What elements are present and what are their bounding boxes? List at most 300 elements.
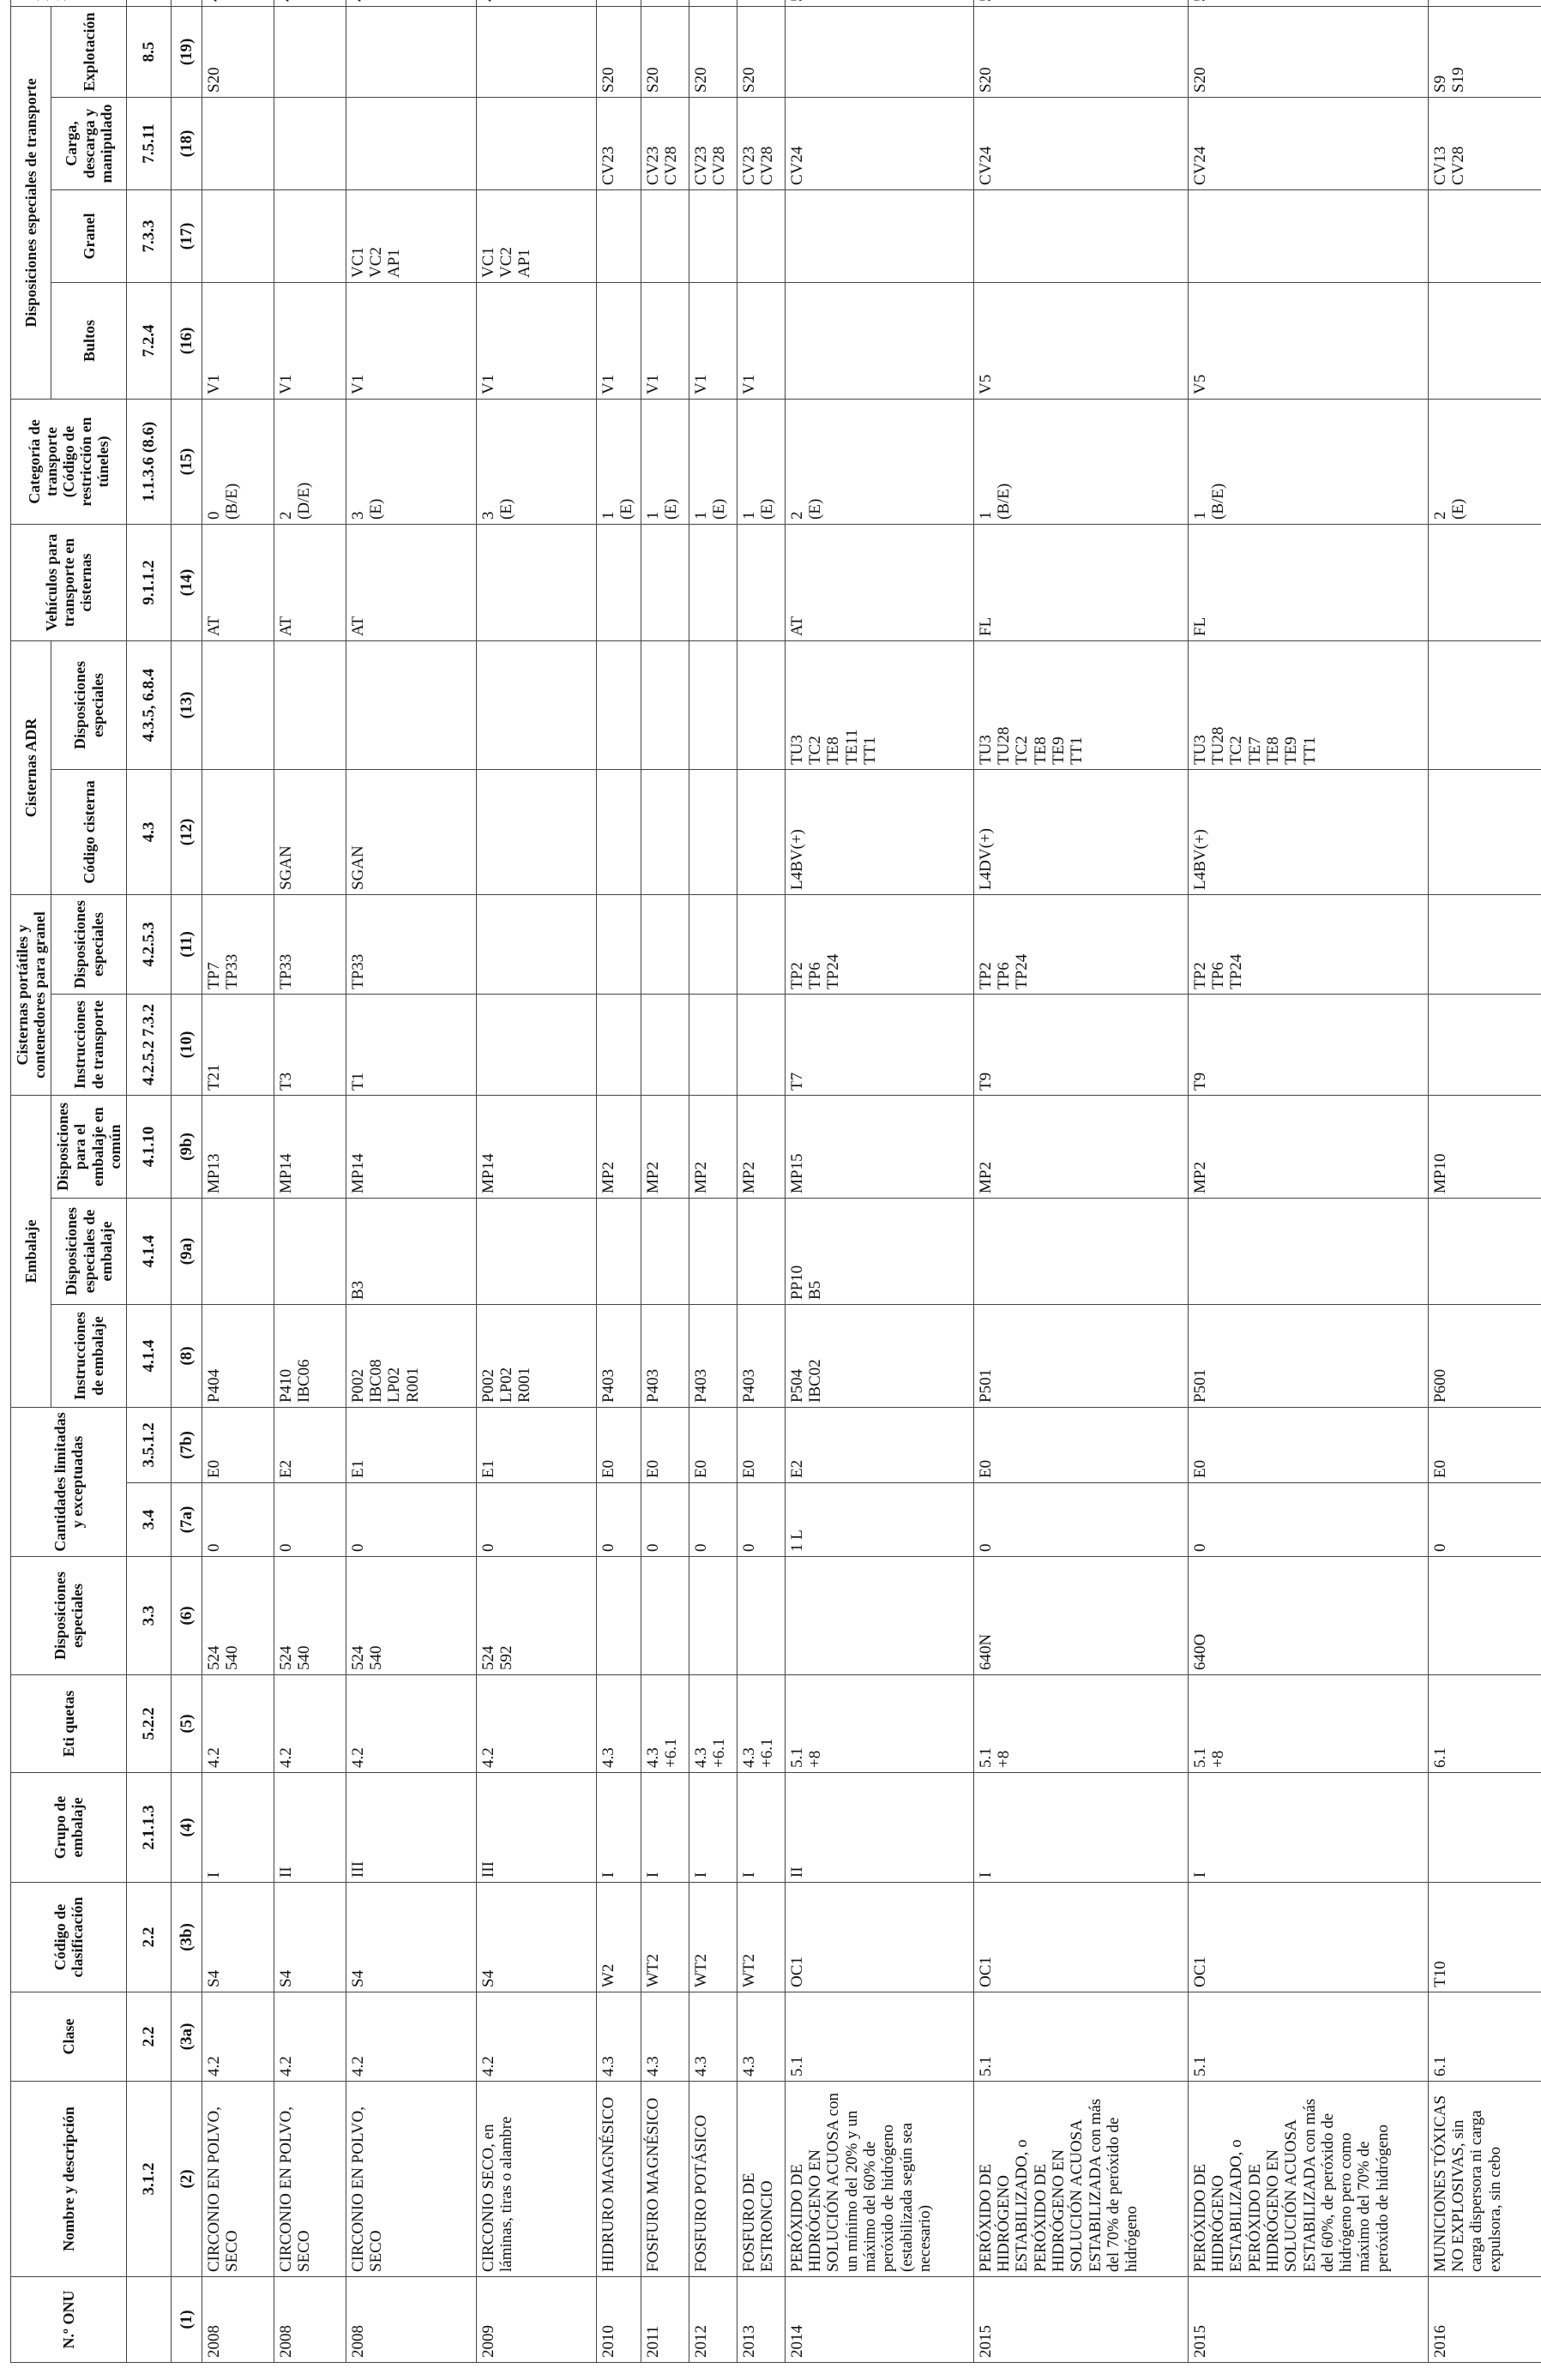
table-cell: [476, 6, 596, 97]
table-cell: [689, 769, 737, 894]
section-reference-row-cell: 4.2.5.3: [126, 894, 171, 994]
table-cell: [476, 524, 596, 640]
table-cell: CV24: [1188, 97, 1428, 189]
table-cell: 2013: [737, 2277, 785, 2363]
table-cell: AT: [274, 524, 346, 640]
table-cell: [641, 1557, 689, 1675]
table-cell: [641, 994, 689, 1095]
table-cell: S20: [1188, 6, 1428, 97]
column-number-row-cell: (13): [171, 640, 202, 769]
header-tank-sp: Disposiciones especiales: [51, 640, 127, 769]
table-cell: [641, 0, 689, 6]
table-cell: 6.1: [1428, 1992, 1541, 2082]
table-cell: E1: [476, 1408, 596, 1483]
column-number-row-cell: (10): [171, 994, 202, 1095]
header-packages: Bultos: [51, 282, 127, 399]
table-cell: MP13: [202, 1095, 274, 1198]
table-cell: CV23 CV28: [737, 97, 785, 189]
table-cell: 5.1 +8: [1188, 1675, 1428, 1773]
section-reference-row-cell: 1.1.3.6 (8.6): [126, 399, 171, 524]
table-cell: I: [202, 1773, 274, 1883]
table-cell: T21: [202, 994, 274, 1095]
table-cell: TP2 TP6 TP24: [973, 894, 1188, 994]
table-cell: [1428, 0, 1541, 6]
table-cell: [973, 1199, 1188, 1305]
table-cell: [973, 189, 1188, 282]
table-cell: FL: [1188, 524, 1428, 640]
table-cell: TU3 TU28 TC2 TE8 TE9 TT1: [973, 640, 1188, 769]
table-cell: PERÓXIDO DE HIDRÓGENO ESTABILIZADO, o PERÓXIDO DE HIDRÓGENO EN SOLUCIÓN ACUOSA ESTABILIZADA con más del 70% de peróxido de hidrógeno: [973, 2082, 1188, 2277]
table-cell: 3 (E): [476, 399, 596, 524]
table-cell: 0: [202, 1483, 274, 1557]
table-cell: 1 (E): [737, 399, 785, 524]
table-cell: [641, 524, 689, 640]
table-cell: WT2: [641, 1883, 689, 1992]
table-cell: AT: [202, 524, 274, 640]
table-cell: 1 (E): [689, 399, 737, 524]
table-cell: 2008: [274, 2277, 346, 2363]
column-number-row-cell: (19): [171, 6, 202, 97]
table-cell: [737, 1199, 785, 1305]
table-cell: 2015: [973, 2277, 1188, 2363]
table-cell: [1188, 189, 1428, 282]
table-cell: [1428, 894, 1541, 994]
column-number-row-cell: (17): [171, 189, 202, 282]
table-cell: FOSFURO MAGNÉSICO: [641, 2082, 689, 2277]
table-cell: CV24: [973, 97, 1188, 189]
table-cell: S20: [973, 6, 1188, 97]
table-cell: P002 LP02 R001: [476, 1305, 596, 1408]
column-number-row-cell: (9b): [171, 1095, 202, 1198]
table-cell: [737, 189, 785, 282]
table-cell: [1428, 994, 1541, 1095]
section-reference-row-cell: 4.3.5, 6.8.4: [126, 640, 171, 769]
table-cell: FL: [973, 524, 1188, 640]
header-name: Nombre y descripción: [11, 2082, 127, 2277]
table-cell: [785, 282, 973, 399]
table-cell: [689, 189, 737, 282]
table-cell: [346, 640, 476, 769]
table-cell: III: [476, 1773, 596, 1883]
section-reference-row-cell: 2.1.1.3: [126, 1773, 171, 1883]
table-cell: [785, 189, 973, 282]
column-number-row-cell: (18): [171, 97, 202, 189]
header-vehicle-tank: Vehículos para transporte en cisternas: [11, 524, 127, 640]
table-cell: MP2: [737, 1095, 785, 1198]
table-cell: P403: [596, 1305, 641, 1408]
table-cell: E2: [785, 1408, 973, 1483]
table-cell: P600: [1428, 1305, 1541, 1408]
table-cell: V5: [973, 282, 1188, 399]
table-cell: 524 540: [346, 1557, 476, 1675]
table-cell: V1: [689, 282, 737, 399]
table-cell: CIRCONIO SECO, en láminas, tiras o alambre: [476, 2082, 596, 2277]
table-cell: 2011: [641, 2277, 689, 2363]
table-cell: [737, 769, 785, 894]
column-number-row-cell: (4): [171, 1773, 202, 1883]
header-labels: Eti quetas: [11, 1675, 127, 1773]
table-cell: 5.1: [785, 1992, 973, 2082]
table-cell: P501: [973, 1305, 1188, 1408]
table-cell: PERÓXIDO DE HIDRÓGENO ESTABILIZADO, o PERÓXIDO DE HIDRÓGENO EN SOLUCIÓN ACUOSA ESTABILIZADA con más del 60%, de peróxido de hidrógeno pero como máximo del 70% de peróxido de hidrógeno: [1188, 2082, 1428, 2277]
table-cell: [641, 769, 689, 894]
table-row: [202, 0, 274, 2363]
table-cell: [1428, 1773, 1541, 1883]
table-cell: 1 (E): [641, 399, 689, 524]
table-body: [126, 0, 1541, 2363]
table-cell: [274, 6, 346, 97]
table-cell: S20: [596, 6, 641, 97]
table-cell: 2008: [346, 2277, 476, 2363]
table-cell: S20: [641, 6, 689, 97]
column-number-row-cell: (6): [171, 1557, 202, 1675]
table-cell: TP2 TP6 TP24: [1188, 894, 1428, 994]
table-cell: 2 (D/E): [274, 399, 346, 524]
table-cell: WT2: [737, 1883, 785, 1992]
table-cell: [476, 769, 596, 894]
table-cell: 4.2: [202, 1992, 274, 2082]
table-cell: FOSFURO DE ESTRONCIO: [737, 2082, 785, 2277]
section-reference-row-cell: 5.2.2: [126, 1675, 171, 1773]
table-cell: 0: [596, 1483, 641, 1557]
table-cell: 2015: [1188, 2277, 1428, 2363]
table-cell: S20: [202, 6, 274, 97]
table-cell: 0: [274, 1483, 346, 1557]
table-cell: [596, 189, 641, 282]
table-row: [973, 0, 1188, 2363]
table-cell: 4.2: [346, 1992, 476, 2082]
table-cell: P404: [202, 1305, 274, 1408]
table-cell: AT: [785, 524, 973, 640]
table-cell: [476, 0, 596, 6]
section-reference-row-cell: [126, 2277, 171, 2363]
table-cell: [1428, 189, 1541, 282]
table-cell: [689, 524, 737, 640]
section-reference-row-cell: 9.1.1.2: [126, 524, 171, 640]
table-cell: [202, 189, 274, 282]
table-cell: E0: [737, 1408, 785, 1483]
table-cell: E0: [973, 1408, 1188, 1483]
table-cell: PERÓXIDO DE HIDRÓGENO EN SOLUCIÓN ACUOSA con un mínimo del 20% y un máximo del 60% de peróxido de hidrógeno (estabilizada según sea necesario): [785, 2082, 973, 2277]
table-cell: [1428, 1199, 1541, 1305]
table-cell: P403: [689, 1305, 737, 1408]
table-cell: V1: [346, 282, 476, 399]
table-cell: CIRCONIO EN POLVO, SECO: [274, 2082, 346, 2277]
table-cell: E0: [1428, 1408, 1541, 1483]
table-cell: L4DV(+): [973, 769, 1188, 894]
table-cell: [596, 1557, 641, 1675]
table-cell: [641, 640, 689, 769]
table-cell: WT2: [689, 1883, 737, 1992]
table-cell: E2: [274, 1408, 346, 1483]
header-un-no: N.º ONU: [11, 2277, 127, 2363]
section-reference-row-cell: 4.1.4: [126, 1305, 171, 1408]
table-row: [476, 0, 596, 2363]
header-adr-tanks: Cisternas ADR: [11, 640, 51, 894]
table-cell: [274, 640, 346, 769]
table-row: [1428, 0, 1541, 2363]
table-row: [274, 0, 346, 2363]
header-tank-code: Código cisterna: [51, 769, 127, 894]
table-cell: 2009: [476, 2277, 596, 2363]
table-cell: V1: [274, 282, 346, 399]
column-number-row-cell: (7a): [171, 1483, 202, 1557]
table-cell: 0: [1428, 1483, 1541, 1557]
table-cell: [596, 1199, 641, 1305]
header-limited-qty: Cantidades limitadas y exceptuadas: [11, 1408, 127, 1557]
section-reference-row-cell: 7.5.11: [126, 97, 171, 189]
table-cell: L4BV(+): [785, 769, 973, 894]
table-cell: [476, 640, 596, 769]
header-hazard-id: [11, 0, 127, 6]
table-cell: MP14: [476, 1095, 596, 1198]
table-cell: [596, 640, 641, 769]
table-cell: 1 (E): [596, 399, 641, 524]
column-number-row-cell: (3a): [171, 1992, 202, 2082]
table-cell: 0: [689, 1483, 737, 1557]
section-reference-row-cell: 7.3.3: [126, 189, 171, 282]
table-cell: E1: [346, 1408, 476, 1483]
header-transport-cat: Categoría de transporte (Código de restricción en túneles): [11, 399, 127, 524]
table-cell: 4.3 +6.1: [689, 1675, 737, 1773]
table-cell: MP15: [785, 1095, 973, 1198]
table-cell: CV24: [785, 97, 973, 189]
table-cell: [476, 894, 596, 994]
table-cell: V1: [641, 282, 689, 399]
table-cell: 0: [973, 1483, 1188, 1557]
table-cell: 1 (B/E): [973, 399, 1188, 524]
table-cell: 4.2: [274, 1992, 346, 2082]
column-number-row-cell: (2): [171, 2082, 202, 2277]
table-cell: CIRCONIO EN POLVO, SECO: [346, 2082, 476, 2277]
table-cell: VC1 VC2 AP1: [476, 189, 596, 282]
table-cell: TP7 TP33: [202, 894, 274, 994]
table-cell: [274, 97, 346, 189]
section-reference-row-cell: 4.1.10: [126, 1095, 171, 1198]
table-cell: V1: [202, 282, 274, 399]
table-cell: CV13 CV28: [1428, 97, 1541, 189]
table-cell: [202, 1199, 274, 1305]
table-cell: 640N: [973, 1557, 1188, 1675]
table-cell: [641, 894, 689, 994]
header-class-code: Código de clasificación: [11, 1883, 127, 1992]
table-cell: III: [346, 1773, 476, 1883]
table-cell: 0 (B/E): [202, 399, 274, 524]
table-cell: [476, 1199, 596, 1305]
table-cell: II: [785, 1773, 973, 1883]
table-cell: P002 IBC08 LP02 R001: [346, 1305, 476, 1408]
table-cell: P501: [1188, 1305, 1428, 1408]
table-cell: 4.2: [274, 1675, 346, 1773]
table-cell: CV23: [596, 97, 641, 189]
column-number-row-cell: (16): [171, 282, 202, 399]
table-cell: T7: [785, 994, 973, 1095]
table-row: [737, 0, 785, 2363]
table-cell: CV23 CV28: [641, 97, 689, 189]
table-cell: 2012: [689, 2277, 737, 2363]
table-cell: 2016: [1428, 2277, 1541, 2363]
header-class: Clase: [11, 1992, 127, 2082]
table-cell: [689, 1199, 737, 1305]
table-row: [689, 0, 737, 2363]
table-cell: P403: [737, 1305, 785, 1408]
table-cell: 3 (E): [346, 399, 476, 524]
table-cell: [1428, 640, 1541, 769]
section-reference-row-cell: 2.2: [126, 1992, 171, 2082]
table-cell: E0: [689, 1408, 737, 1483]
section-reference-row-cell: 3.5.1.2: [126, 1408, 171, 1483]
table-row: [596, 0, 641, 2363]
header-pt-instr: Instrucciones de transporte: [51, 994, 127, 1095]
table-cell: [1188, 1199, 1428, 1305]
table-cell: [641, 189, 689, 282]
column-number-row: [171, 0, 202, 2363]
table-cell: 4.3: [737, 1992, 785, 2082]
table-cell: I: [641, 1773, 689, 1883]
table-cell: 4.2: [202, 1675, 274, 1773]
section-reference-row-cell: 3.3: [126, 1557, 171, 1675]
table-cell: T9: [973, 994, 1188, 1095]
table-cell: [785, 6, 973, 97]
header-portable-tanks: Cisternas portátiles y contenedores para granel: [11, 894, 51, 1095]
table-cell: [476, 97, 596, 189]
table-cell: [737, 0, 785, 6]
table-cell: T3: [274, 994, 346, 1095]
section-reference-row-cell: [126, 0, 171, 6]
table-cell: SGAN: [274, 769, 346, 894]
table-cell: [274, 189, 346, 282]
table-cell: [737, 894, 785, 994]
section-reference-row-cell: 3.1.2: [126, 2082, 171, 2277]
table-cell: W2: [596, 1883, 641, 1992]
table-cell: MP10: [1428, 1095, 1541, 1198]
table-cell: [1428, 769, 1541, 894]
table-cell: I: [596, 1773, 641, 1883]
table-cell: 640O: [1188, 1557, 1428, 1675]
table-cell: T1: [346, 994, 476, 1095]
section-reference-row: [126, 0, 171, 2363]
table-cell: TU3 TC2 TE8 TE11 TT1: [785, 640, 973, 769]
table-cell: V1: [476, 282, 596, 399]
table-cell: [1428, 282, 1541, 399]
table-cell: [641, 1199, 689, 1305]
section-reference-row-cell: 4.2.5.2 7.3.2: [126, 994, 171, 1095]
table-cell: 4.3 +6.1: [737, 1675, 785, 1773]
table-cell: 4.3: [689, 1992, 737, 2082]
table-cell: E0: [596, 1408, 641, 1483]
table-cell: [689, 994, 737, 1095]
table-cell: 0: [346, 1483, 476, 1557]
column-number-row-cell: (14): [171, 524, 202, 640]
header-packaging: Embalaje: [11, 1095, 51, 1407]
table-row: [1188, 0, 1428, 2363]
table-cell: [202, 0, 274, 6]
table-cell: [737, 1557, 785, 1675]
table-row: [641, 0, 689, 2363]
table-cell: TP2 TP6 TP24: [785, 894, 973, 994]
table-cell: TP33: [274, 894, 346, 994]
table-cell: V1: [737, 282, 785, 399]
table-cell: T10: [1428, 1883, 1541, 1992]
table-cell: I: [1188, 1773, 1428, 1883]
table-cell: CIRCONIO EN POLVO, SECO: [202, 2082, 274, 2277]
column-number-row-cell: (7b): [171, 1408, 202, 1483]
table-cell: OC1: [785, 1883, 973, 1992]
header-bulk: Granel: [51, 189, 127, 282]
table-cell: 6.1: [1428, 1675, 1541, 1773]
table-cell: MP2: [1188, 1095, 1428, 1198]
table-cell: [476, 994, 596, 1095]
table-cell: S20: [689, 6, 737, 97]
table-cell: S4: [476, 1883, 596, 1992]
table-cell: 5.1: [1188, 1992, 1428, 2082]
table-cell: [202, 769, 274, 894]
table-cell: [689, 1557, 737, 1675]
table-cell: 5.1: [973, 1992, 1188, 2082]
table-cell: [737, 994, 785, 1095]
section-reference-row-cell: 8.5: [126, 6, 171, 97]
table-cell: [274, 1199, 346, 1305]
header-operation: Explotación: [51, 6, 127, 97]
table-cell: P504 IBC02: [785, 1305, 973, 1408]
table-cell: S4: [346, 1883, 476, 1992]
table-row: [346, 0, 476, 2363]
table-cell: 2008: [202, 2277, 274, 2363]
table-cell: MP2: [596, 1095, 641, 1198]
table-cell: [202, 97, 274, 189]
table-cell: 1 (B/E): [1188, 399, 1428, 524]
table-cell: [596, 994, 641, 1095]
table-cell: 4.3: [596, 1675, 641, 1773]
table-cell: 1 L: [785, 1483, 973, 1557]
table-cell: 524 592: [476, 1557, 596, 1675]
header-mixed-pack: Disposiciones para el embalaje en común: [51, 1095, 127, 1198]
table-cell: E0: [641, 1408, 689, 1483]
table-cell: [346, 6, 476, 97]
table-cell: S4: [274, 1883, 346, 1992]
header-packing-group: Grupo de embalaje: [11, 1773, 127, 1883]
table-cell: 0: [1188, 1483, 1428, 1557]
table-cell: 4.3 +6.1: [641, 1675, 689, 1773]
table-cell: 4.2: [476, 1992, 596, 2082]
table-cell: TP33: [346, 894, 476, 994]
column-number-row-cell: (9a): [171, 1199, 202, 1305]
table-cell: [785, 1557, 973, 1675]
header-pt-sp: Disposiciones especiales: [51, 894, 127, 994]
table-cell: P410 IBC06: [274, 1305, 346, 1408]
table-cell: [689, 0, 737, 6]
table-cell: I: [689, 1773, 737, 1883]
table-cell: [346, 0, 476, 6]
table-cell: S20: [737, 6, 785, 97]
table-cell: 2014: [785, 2277, 973, 2363]
table-cell: 4.2: [476, 1675, 596, 1773]
column-number-row-cell: (3b): [171, 1883, 202, 1992]
table-cell: I: [973, 1773, 1188, 1883]
table-cell: OC1: [1188, 1883, 1428, 1992]
column-number-row-cell: (12): [171, 769, 202, 894]
table-cell: OC1: [973, 1883, 1188, 1992]
adr-dangerous-goods-table: [10, 0, 1541, 2363]
table-cell: [737, 640, 785, 769]
table-cell: 5.1 +8: [785, 1675, 973, 1773]
table-cell: I: [737, 1773, 785, 1883]
table-cell: 2010: [596, 2277, 641, 2363]
table-cell: MP2: [973, 1095, 1188, 1198]
header-loading: Carga, descarga y manipulado: [51, 97, 127, 189]
table-cell: PP10 B5: [785, 1199, 973, 1305]
table-cell: [1428, 524, 1541, 640]
